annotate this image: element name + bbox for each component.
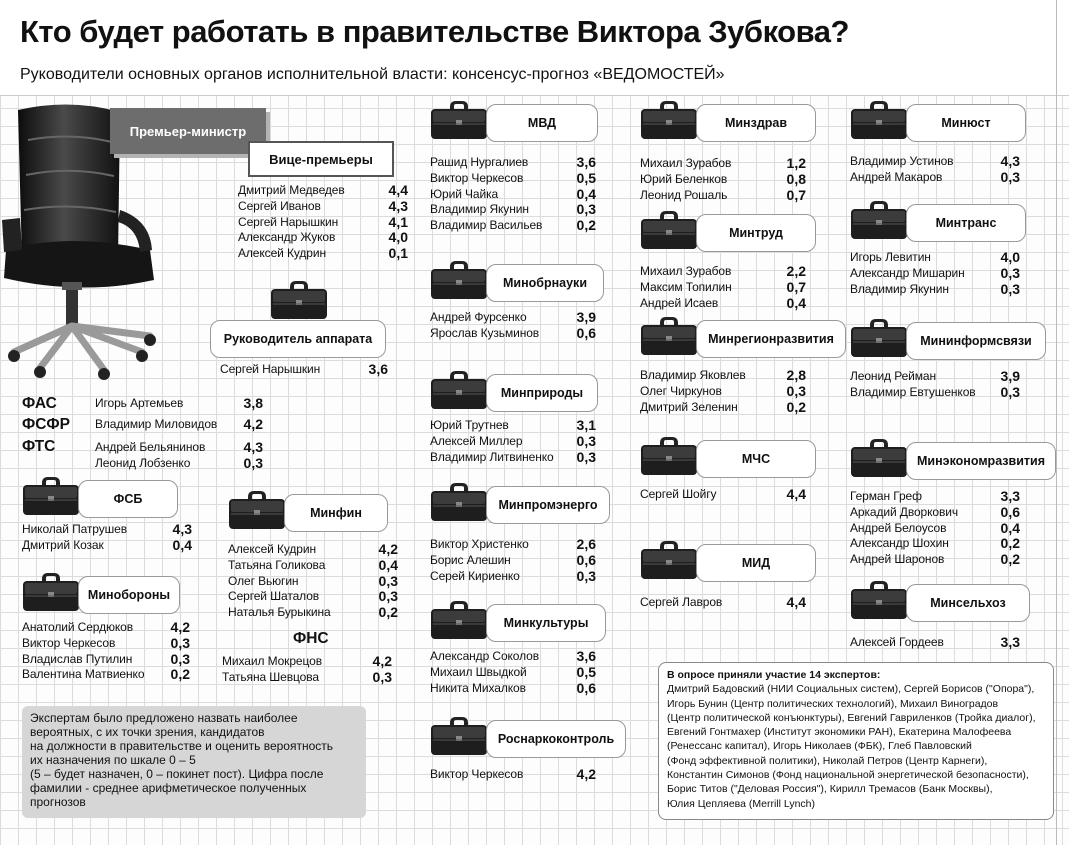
ministry-label: Минэкономразвития: [906, 442, 1056, 480]
person-row: [22, 636, 190, 652]
person-score: 3,6: [368, 361, 388, 377]
person-name: Татьяна Шевцова: [222, 669, 319, 684]
person-score: 0,3: [378, 572, 398, 589]
briefcase-icon: [22, 476, 80, 516]
person-name: Владимир Васильев: [430, 218, 543, 233]
person-name: Андрей Исаев: [640, 295, 719, 310]
person-row: [640, 172, 806, 188]
person-name: Рашид Нургалиев: [430, 155, 529, 169]
person-name: Владимир Устинов: [850, 154, 954, 168]
person-row: [238, 246, 408, 262]
person-name: Серей Кириенко: [430, 568, 520, 583]
vice-premiers-list: [238, 183, 408, 262]
person-score: 0,3: [1000, 168, 1020, 185]
briefcase-icon: [850, 200, 908, 240]
person-name: Юрий Беленков: [640, 171, 728, 186]
person-row: [22, 652, 190, 668]
person-name: Алексей Гордеев: [850, 635, 944, 649]
agency-fns-label: ФНС: [293, 630, 329, 647]
person-name: Сергей Шаталов: [228, 589, 320, 604]
person-row: [95, 396, 263, 412]
person-name: Герман Греф: [850, 489, 922, 503]
agency-fsfr-list: [95, 417, 263, 433]
person-row: [430, 537, 596, 553]
person-score: 0,3: [1000, 280, 1020, 297]
briefcase-icon: [850, 318, 908, 358]
briefcase-icon: [430, 370, 488, 410]
ministry-label: Роснаркоконтроль: [486, 720, 626, 758]
person-name: Виктор Черкесов: [430, 170, 524, 185]
person-score: 0,3: [576, 448, 596, 465]
person-score: 0,2: [378, 604, 398, 621]
text-line: Борис Титов ("Деловая Россия"), Кирилл Тремасов (Банк Москвы),: [667, 783, 993, 796]
ministry-label: Минтруд: [696, 214, 816, 252]
person-name: Андрей Шаронов: [850, 552, 945, 567]
person-row: [640, 400, 806, 416]
person-row: [430, 665, 596, 681]
person-name: Дмитрий Медведев: [238, 183, 345, 197]
ministry-label: Минрегионразвития: [696, 320, 846, 358]
person-name: Владислав Путилин: [22, 651, 133, 666]
person-row: [430, 450, 596, 466]
person-name: Игорь Артемьев: [95, 396, 184, 410]
briefcase-icon: [270, 280, 328, 320]
ministry-candidates: [640, 487, 806, 503]
person-score: 0,6: [576, 551, 596, 568]
briefcase-icon: [640, 436, 698, 476]
person-row: [640, 595, 806, 611]
person-row: [430, 326, 596, 342]
person-score: 0,2: [576, 217, 596, 234]
person-name: Александр Мишарин: [850, 265, 965, 280]
briefcase-icon: [430, 100, 488, 140]
briefcase-icon: [228, 490, 286, 530]
person-row: [430, 218, 596, 234]
person-score: 0,3: [170, 634, 190, 651]
ministry-label: Минприроды: [486, 374, 598, 412]
person-score: 2,2: [786, 263, 806, 279]
ministry-candidates: [430, 418, 596, 465]
briefcase-icon: [430, 482, 488, 522]
agency-fsfr-label: ФСФР: [22, 416, 70, 433]
person-score: 0,5: [576, 663, 596, 680]
person-name: Владимир Литвиненко: [430, 449, 554, 464]
person-score: 4,2: [576, 766, 596, 782]
briefcase-icon: [640, 210, 698, 250]
person-row: [228, 542, 398, 558]
person-row: [640, 156, 806, 172]
person-row: [222, 670, 392, 686]
briefcase-icon: [22, 572, 80, 612]
person-name: Сергей Шойгу: [640, 487, 717, 501]
agency-fts-label: ФТС: [22, 438, 56, 455]
person-name: Леонид Лобзенко: [95, 455, 191, 470]
text-line: Игорь Бунин (Центр политических технологий), Михаил Виноградов: [667, 697, 999, 710]
person-score: 3,1: [576, 417, 596, 433]
person-row: [640, 384, 806, 400]
person-row: [850, 369, 1020, 385]
ministry-candidates: [22, 620, 190, 683]
person-row: [22, 538, 192, 554]
right-border-line: [1056, 0, 1057, 845]
person-row: [238, 199, 408, 215]
briefcase-icon: [640, 100, 698, 140]
person-name: Дмитрий Козак: [22, 537, 104, 552]
ministry-label: Минюст: [906, 104, 1026, 142]
person-name: Алексей Миллер: [430, 433, 523, 448]
ministry-label: ФСБ: [78, 480, 178, 518]
ministry-label: МИД: [696, 544, 816, 582]
person-score: 4,4: [786, 486, 806, 502]
ministry-label: Минфин: [284, 494, 388, 532]
person-name: Николай Патрушев: [22, 522, 128, 536]
person-score: 0,1: [388, 245, 408, 262]
page-subtitle: Руководители основных органов исполнительной власти: консенсус-прогноз «ВЕДОМОСТЕЙ»: [20, 66, 725, 83]
person-row: [228, 605, 398, 621]
person-score: 2,8: [786, 367, 806, 383]
ministry-candidates: [640, 368, 806, 415]
ministry-label: Минкультуры: [486, 604, 606, 642]
person-name: Борис Алешин: [430, 552, 511, 567]
person-score: 3,6: [576, 648, 596, 664]
person-score: 4,2: [372, 653, 392, 669]
agency-fts-list: [95, 440, 263, 472]
person-score: 3,3: [1000, 634, 1020, 650]
person-name: Виктор Черкесов: [22, 635, 116, 650]
person-name: Владимир Якунин: [850, 281, 949, 296]
person-score: 4,4: [388, 182, 408, 198]
text-line: (Центр политической конъюнктуры), Евгений Гавриленков (Тройка диалог),: [667, 711, 1036, 724]
agency-fas-label: ФАС: [22, 395, 57, 412]
person-row: [430, 202, 596, 218]
ministry-label: Минобороны: [78, 576, 180, 614]
person-name: Андрей Бельянинов: [95, 440, 206, 454]
person-score: 0,5: [576, 169, 596, 186]
person-name: Андрей Фурсенко: [430, 310, 527, 324]
person-row: [640, 188, 806, 204]
briefcase-icon: [640, 540, 698, 580]
person-name: Михаил Швыдкой: [430, 664, 527, 679]
text-line: (Фонд эффективной политики), Николай Петров (Центр Карнеги),: [667, 754, 988, 767]
briefcase-icon: [430, 260, 488, 300]
text-line: Евгений Гонтмахер (Институт экономики РАН), Екатерина Малофеева: [667, 726, 1012, 739]
person-name: Максим Топилин: [640, 279, 732, 294]
person-name: Сергей Иванов: [238, 198, 321, 213]
person-row: [430, 649, 596, 665]
ministry-label: МЧС: [696, 440, 816, 478]
person-row: [238, 230, 408, 246]
vice-premiers-label: Вице-премьеры: [248, 141, 394, 177]
ministry-candidates: [640, 156, 806, 203]
person-row: [850, 250, 1020, 266]
ministry-candidates: [640, 264, 806, 311]
text-line: (Ренессанс капитал), Игорь Николаев (ФБК), Глеб Павловский: [667, 740, 972, 753]
person-name: Виктор Христенко: [430, 537, 529, 551]
person-row: [430, 434, 596, 450]
person-name: Олег Чиркунов: [640, 383, 722, 398]
person-row: [22, 667, 190, 683]
ministry-candidates: [850, 635, 1020, 651]
person-name: Анатолий Сердюков: [22, 620, 134, 634]
person-row: [850, 536, 1020, 552]
person-name: Аркадий Дворкович: [850, 504, 959, 519]
person-row: [430, 171, 596, 187]
ministry-candidates: [430, 537, 596, 584]
person-row: [850, 170, 1020, 186]
person-name: Дмитрий Зеленин: [640, 399, 738, 414]
person-score: 4,4: [786, 594, 806, 610]
person-score: 0,3: [576, 567, 596, 584]
person-score: 0,2: [786, 398, 806, 415]
person-score: 3,9: [576, 309, 596, 325]
person-row: [22, 620, 190, 636]
prime-minister-label: Премьер-министр: [110, 108, 266, 154]
person-score: 0,2: [1000, 551, 1020, 568]
person-score: 4,2: [170, 619, 190, 635]
ministry-candidates: [430, 767, 596, 783]
briefcase-icon: [430, 716, 488, 756]
person-name: Владимир Яковлев: [640, 368, 746, 382]
briefcase-icon: [850, 438, 908, 478]
ministry-label: Минтранс: [906, 204, 1026, 242]
person-row: [95, 417, 263, 433]
person-name: Татьяна Голикова: [228, 557, 326, 572]
person-row: [850, 266, 1020, 282]
apparatus-list: [220, 362, 388, 378]
person-name: Михаил Зурабов: [640, 156, 732, 170]
person-row: [850, 505, 1020, 521]
person-row: [430, 681, 596, 697]
person-row: [220, 362, 388, 378]
ministry-candidates: [430, 155, 596, 234]
person-row: [850, 521, 1020, 537]
person-row: [95, 456, 263, 472]
header: [0, 0, 1069, 96]
experts-box: [658, 662, 1054, 820]
person-score: 0,7: [786, 186, 806, 203]
text-line: (5 – будет назначен, 0 – покинет пост). Цифра после: [30, 767, 324, 781]
person-row: [430, 187, 596, 203]
person-name: Александр Жуков: [238, 230, 336, 245]
ministry-label: Мининформсвязи: [906, 322, 1046, 360]
text-line: прогнозов: [30, 795, 86, 809]
text-line: Дмитрий Бадовский (НИИ Социальных систем), Сергей Борисов ("Опора"),: [667, 683, 1035, 696]
person-score: 0,2: [1000, 535, 1020, 552]
person-score: 0,3: [1000, 383, 1020, 400]
experts-header: В опросе приняли участие 14 экспертов:: [667, 669, 881, 681]
person-name: Юрий Чайка: [430, 186, 499, 201]
person-score: 0,4: [786, 294, 806, 311]
person-score: 1,2: [786, 155, 806, 171]
person-row: [640, 368, 806, 384]
apparatus-label: Руководитель аппарата: [210, 320, 386, 358]
person-name: Игорь Левитин: [850, 250, 931, 264]
person-name: Виктор Черкесов: [430, 767, 524, 781]
person-row: [850, 282, 1020, 298]
person-score: 3,6: [576, 154, 596, 170]
person-row: [850, 154, 1020, 170]
text-line: вероятных, с их точки зрения, кандидатов: [30, 725, 265, 739]
person-score: 0,3: [576, 432, 596, 449]
person-row: [430, 569, 596, 585]
person-score: 3,9: [1000, 368, 1020, 384]
ministry-candidates: [850, 369, 1020, 401]
person-name: Алексей Кудрин: [238, 246, 326, 261]
person-score: 0,4: [172, 536, 192, 553]
person-score: 4,2: [243, 416, 263, 432]
text-line: фамилии - среднее арифметическое полученных: [30, 781, 307, 795]
person-name: Валентина Матвиенко: [22, 667, 145, 682]
text-line: Экспертам было предложено назвать наиболее: [30, 711, 298, 725]
person-row: [22, 522, 192, 538]
person-row: [430, 553, 596, 569]
person-name: Сергей Нарышкин: [220, 362, 321, 376]
briefcase-icon: [850, 100, 908, 140]
person-score: 4,3: [172, 521, 192, 537]
briefcase-icon: [430, 600, 488, 640]
person-name: Наталья Бурыкина: [228, 605, 331, 620]
person-row: [850, 552, 1020, 568]
ministry-candidates: [430, 649, 596, 696]
ministry-label: Минздрав: [696, 104, 816, 142]
person-score: 2,6: [576, 536, 596, 552]
person-name: Андрей Белоусов: [850, 520, 947, 535]
person-score: 0,3: [576, 201, 596, 218]
person-row: [95, 440, 263, 456]
page-title: Кто будет работать в правительстве Виктора Зубкова?: [20, 14, 849, 49]
ministry-candidates: [850, 154, 1020, 186]
person-name: Ярослав Кузьминов: [430, 325, 540, 340]
person-score: 0,6: [576, 679, 596, 696]
person-score: 0,3: [243, 454, 263, 471]
person-row: [228, 589, 398, 605]
person-row: [238, 183, 408, 199]
person-row: [850, 489, 1020, 505]
person-row: [640, 264, 806, 280]
briefcase-icon: [850, 580, 908, 620]
person-row: [222, 654, 392, 670]
person-score: 0,4: [1000, 519, 1020, 536]
person-score: 0,4: [576, 185, 596, 202]
ministry-candidates: [850, 250, 1020, 297]
person-score: 0,2: [170, 666, 190, 683]
person-score: 4,3: [1000, 153, 1020, 169]
person-score: 0,8: [786, 170, 806, 187]
text-line: их назначения по шкале 0 – 5: [30, 753, 196, 767]
methodology-note: [22, 706, 366, 818]
person-name: Михаил Мокрецов: [222, 654, 322, 668]
experts-list: [667, 682, 1045, 811]
ministry-label: Минпромэнерго: [486, 486, 610, 524]
person-row: [640, 280, 806, 296]
person-score: 0,6: [576, 324, 596, 341]
person-name: Олег Вьюгин: [228, 573, 299, 588]
person-score: 4,1: [388, 213, 408, 230]
person-name: Александр Шохин: [850, 536, 949, 551]
person-score: 0,3: [372, 668, 392, 685]
person-score: 4,2: [378, 541, 398, 557]
person-name: Алексей Кудрин: [228, 542, 316, 556]
person-score: 4,0: [1000, 249, 1020, 265]
person-score: 0,4: [378, 556, 398, 573]
person-name: Леонид Рейман: [850, 369, 936, 383]
person-row: [850, 385, 1020, 401]
ministry-label: Минобрнауки: [486, 264, 604, 302]
person-name: Сергей Нарышкин: [238, 214, 339, 229]
text-line: на должности в правительстве и оценить вероятность: [30, 739, 334, 753]
text-line: Юлия Цепляева (Merrill Lynch): [667, 797, 816, 810]
person-row: [850, 635, 1020, 651]
person-score: 4,3: [243, 439, 263, 455]
briefcase-icon: [640, 316, 698, 356]
person-name: Владимир Якунин: [430, 202, 529, 217]
person-score: 0,7: [786, 278, 806, 295]
ministry-label: МВД: [486, 104, 598, 142]
ministry-label: Минсельхоз: [906, 584, 1030, 622]
person-score: 3,8: [243, 395, 263, 411]
person-name: Леонид Рошаль: [640, 187, 728, 202]
ministry-candidates: [850, 489, 1020, 568]
person-row: [228, 558, 398, 574]
person-name: Михаил Зурабов: [640, 264, 732, 278]
person-score: 0,3: [170, 650, 190, 667]
person-name: Андрей Макаров: [850, 169, 943, 184]
person-score: 0,3: [1000, 264, 1020, 281]
person-name: Юрий Трутнев: [430, 418, 509, 432]
text-line: Константин Симонов (Фонд национальной энергетической безопасности),: [667, 769, 1029, 782]
ministry-candidates: [22, 522, 192, 554]
person-row: [430, 155, 596, 171]
person-name: Никита Михалков: [430, 680, 526, 695]
ministry-candidates: [640, 595, 806, 611]
person-row: [430, 767, 596, 783]
person-row: [640, 296, 806, 312]
agency-fas-list: [95, 396, 263, 412]
person-score: 3,3: [1000, 488, 1020, 504]
person-name: Владимир Евтушенков: [850, 384, 976, 399]
person-score: 0,3: [786, 382, 806, 399]
person-row: [430, 310, 596, 326]
person-score: 0,6: [1000, 503, 1020, 520]
person-score: 0,3: [378, 588, 398, 605]
person-name: Александр Соколов: [430, 649, 539, 663]
person-row: [238, 215, 408, 231]
ministry-candidates: [430, 310, 596, 342]
person-row: [430, 418, 596, 434]
person-row: [640, 487, 806, 503]
person-score: 4,0: [388, 229, 408, 246]
person-score: 4,3: [388, 197, 408, 214]
person-name: Владимир Миловидов: [95, 417, 218, 431]
ministry-candidates: [228, 542, 398, 621]
agency-fns-list: [222, 654, 392, 686]
person-name: Сергей Лавров: [640, 595, 723, 609]
person-row: [228, 574, 398, 590]
